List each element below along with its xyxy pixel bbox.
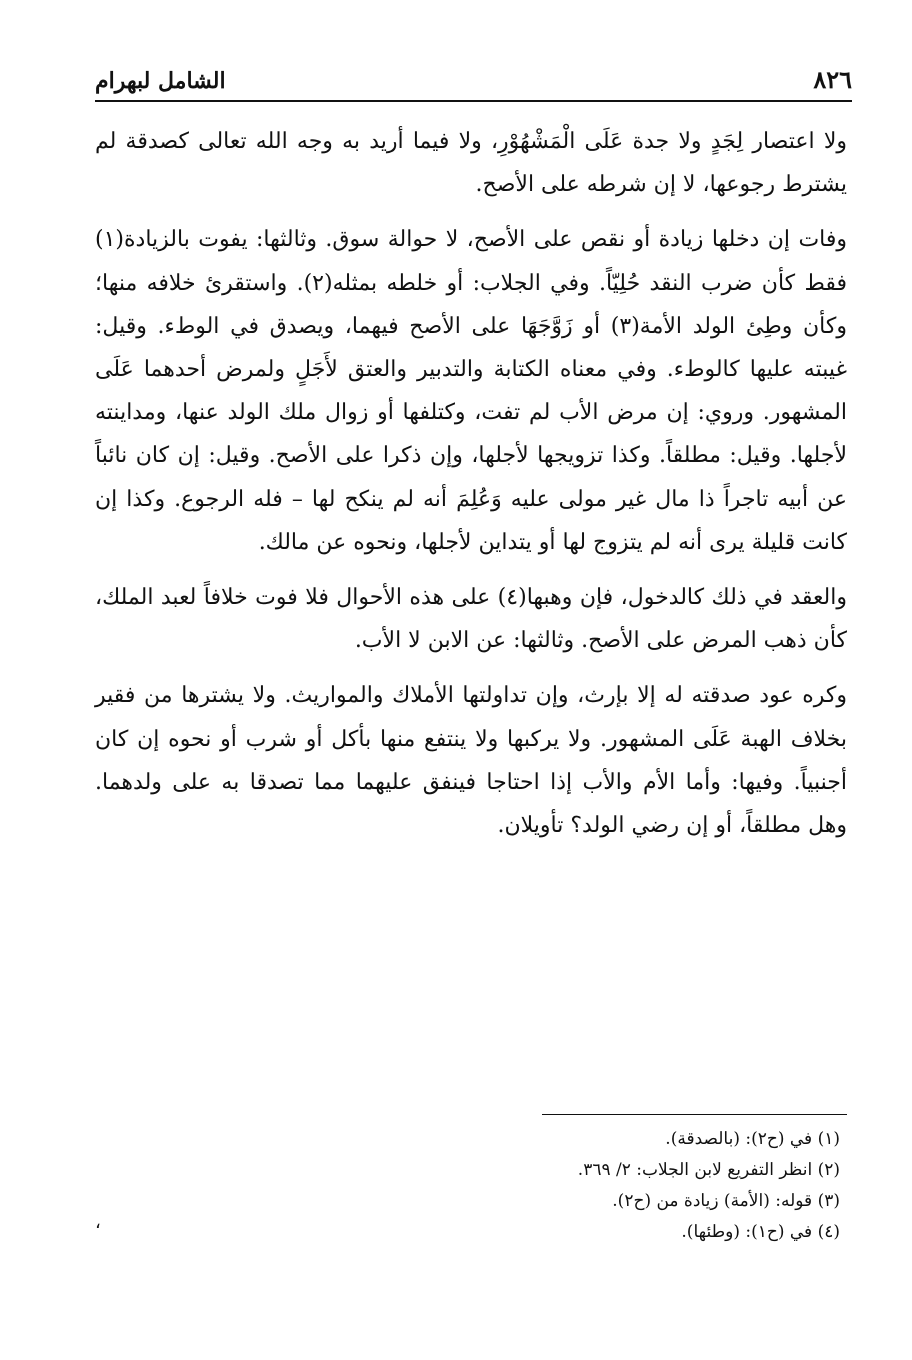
footnote: (٣) قوله: (الأمة) زيادة من (ح٢). [612,1191,840,1211]
book-title: الشامل لبهرام [95,68,226,94]
paragraph: وفات إن دخلها زيادة أو نقص على الأصح، لا حوالة سوق. وثالثها: يفوت بالزيادة(١) فقط كأن ضرب النقد حُلِيّاً. وفي الجلاب: أو خلطه بمثله(٢). واستقرئ خلافه منها؛ وكأن وطِئ الولد الأمة(٣) أو زَوَّجَهَا على الأصح فيهما، ويصدق في الوطء. وقيل: غيبته عليها كالوطء. وفي معناه الكتابة والتدبير والعتق لأَجَلٍ ولمرض أحدهما عَلَى المشهور. وروي: إن مرض الأب لم تفت، وكتلفها أو زوال ملك الولد عنها، ومداينته لأجلها. وقيل: مطلقاً. وكذا تزويجها لأجلها، وإن ذكرا على الأصح. وقيل: إن كان نائباً عن أبيه تاجراً ذا مال غير مولى عليه وَعُلِمَ أنه لم ينكح لها – فله الرجوع. وكذا إن كانت قليلة يرى أنه لم يتزوج لها أو يتداين لأجلها، ونحوه عن مالك. [95,227,847,555]
main-text [95,120,847,859]
footnote: (١) في (ح٢): (بالصدقة). [665,1129,840,1149]
paragraph: وكره عود صدقته له إلا بإرث، وإن تداولتها الأملاك والمواريث. ولا يشترها من فقير بخلاف الهبة عَلَى المشهور. ولا يركبها ولا ينتفع منها بأكل أو شرب أو نحوه إن كان أجنبياً. وفيها: وأما الأم والأب إذا احتاجا فينفق عليهما مما تصدقا به على ولدهما. وهل مطلقاً، أو إن رضي الولد؟ تأويلان. [95,683,847,839]
paragraph: ولا اعتصار لِجَدٍ ولا جدة عَلَى الْمَشْهُوْرِ، ولا فيما أريد به وجه الله تعالى كصدقة لم يشترط رجوعها، لا إن شرطه على الأصح. [95,129,847,198]
footnote: (٢) انظر التفريع لابن الجلاب: ٢/ ٣٦٩. [577,1160,840,1180]
page-header [95,58,852,94]
page-number: ٨٢٦ [813,65,852,94]
footnote-divider [542,1114,847,1115]
footnotes [95,1124,840,1248]
stray-mark: ، [95,1212,101,1233]
paragraph: والعقد في ذلك كالدخول، فإن وهبها(٤) على هذه الأحوال فلا فوت خلافاً لعبد الملك، كأن ذهب المرض على الأصح. وثالثها: عن الابن لا الأب. [95,585,848,654]
header-divider [95,100,852,102]
footnote: (٤) في (ح١): (وطئها). [681,1222,840,1242]
